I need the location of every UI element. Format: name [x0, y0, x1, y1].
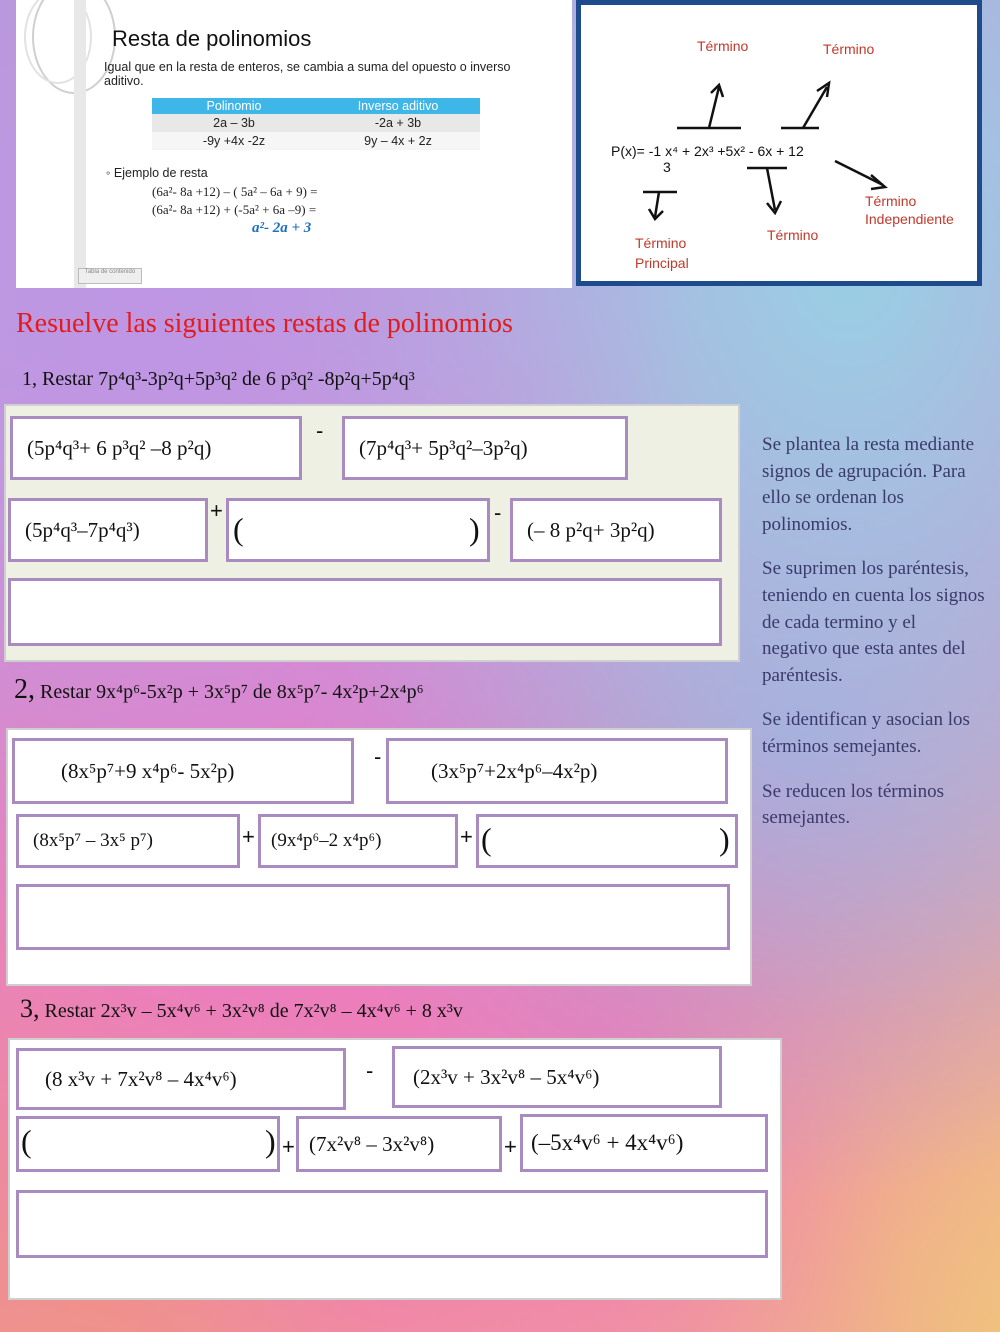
exercise-3-answer-input[interactable]	[16, 1116, 280, 1172]
table-header: Inverso aditivo	[316, 98, 480, 114]
open-paren: (	[233, 511, 244, 547]
label-line: Término	[865, 193, 917, 209]
label-line: Independiente	[865, 211, 954, 227]
label-termino-independiente	[865, 193, 954, 227]
fraction-denominator: 3	[663, 159, 671, 175]
table-cell: 2a – 3b	[152, 114, 316, 132]
inverse-table	[152, 98, 480, 150]
plus-sign: +	[282, 1134, 295, 1159]
exercise-3-box-subtrahend: (2x³v + 3x²v⁸ – 5x⁴v⁶)	[392, 1046, 722, 1108]
label-line: Término	[635, 235, 687, 251]
exercise-2-box-grouped: (8x⁵p⁷ – 3x⁵ p⁷)	[16, 814, 240, 868]
open-paren: (	[481, 821, 492, 857]
exercise-number: 3,	[20, 994, 40, 1023]
table-cell: 9y – 4x + 2z	[316, 132, 480, 150]
exercise-3-heading	[20, 994, 463, 1024]
label-termino: Término	[767, 227, 819, 243]
exercise-3-box-grouped: (7x²v⁸ – 3x²v⁸)	[296, 1116, 502, 1172]
close-paren: )	[469, 511, 480, 547]
example-line: (6a²- 8a +12) – ( 5a² – 6a + 9) =	[152, 184, 318, 199]
table-header: Polinomio	[152, 98, 316, 114]
open-paren: (	[21, 1123, 32, 1159]
slide-title: Resta de polinomios	[112, 26, 312, 51]
side-note: Se identifican y asocian los términos semejantes.	[762, 709, 970, 757]
label-line: Principal	[635, 255, 689, 271]
label-termino-principal	[635, 235, 689, 271]
plus-sign: +	[460, 824, 473, 849]
page-title: Resuelve las siguientes restas de polinomios	[16, 308, 513, 339]
exercise-1-box-minuend: (5p⁴q³+ 6 p³q² –8 p²q)	[10, 416, 302, 480]
exercise-number: 2,	[14, 674, 35, 705]
exercise-2-result-input[interactable]	[16, 884, 730, 950]
exercise-2-heading	[14, 674, 424, 706]
exercise-2-box-minuend: (8x⁵p⁷+9 x⁴p⁶- 5x²p)	[12, 738, 354, 804]
side-note: Se plantea la resta mediante signos de agrupación. Para ello se ordenan los polinomios.	[762, 434, 975, 535]
exercise-3-panel	[8, 1038, 782, 1300]
slide-resta-polinomios	[16, 0, 572, 288]
decorative-bar	[74, 0, 86, 288]
example-line: (6a²- 8a +12) + (-5a² + 6a –9) =	[152, 202, 317, 217]
exercise-3-result-input[interactable]	[16, 1190, 768, 1258]
exercise-1-answer-input[interactable]	[226, 498, 490, 562]
slide-intro: Igual que en la resta de enteros, se cambia a suma del opuesto o inverso aditivo.	[104, 60, 511, 88]
exercise-1-heading: 1, Restar 7p⁴q³-3p²q+5p³q² de 6 p³q² -8p²q+5p⁴q³	[22, 368, 415, 390]
minus-sign: -	[366, 1058, 374, 1083]
table-row	[152, 114, 480, 132]
exercise-3-box-minuend: (8 x³v + 7x²v⁸ – 4x⁴v⁶)	[16, 1048, 346, 1110]
exercise-3-box-grouped: (–5x⁴v⁶ + 4x⁴v⁶)	[520, 1114, 768, 1172]
table-cell: -2a + 3b	[316, 114, 480, 132]
slide-polynomial-terms	[576, 0, 982, 286]
toc-button[interactable]: Tabla de contenido	[78, 268, 142, 284]
label-termino: Término	[697, 38, 749, 54]
example-label: ◦ Ejemplo de resta	[106, 166, 208, 180]
exercise-text: Restar 9x⁴p⁶-5x²p + 3x⁵p⁷ de 8x⁵p⁷- 4x²p+2x⁴p⁶	[40, 681, 424, 703]
side-notes	[762, 432, 986, 850]
side-note: Se suprimen los paréntesis, teniendo en cuenta los signos de cada termino y el negativo que esta antes del paréntesis.	[762, 558, 985, 686]
close-paren: )	[265, 1123, 276, 1159]
exercise-1-result-input[interactable]	[8, 578, 722, 646]
polynomial-expression: P(x)= -1 x⁴ + 2x³ +5x² - 6x + 12	[611, 143, 804, 159]
exercise-text: Restar 2x³v – 5x⁴v⁶ + 3x²v⁸ de 7x²v⁸ – 4x⁴v⁶ + 8 x³v	[44, 1000, 463, 1022]
exercise-1-box-subtrahend: (7p⁴q³+ 5p³q²–3p²q)	[342, 416, 628, 480]
minus-sign: -	[374, 744, 382, 769]
exercise-2-box-grouped: (9x⁴p⁶–2 x⁴p⁶)	[258, 814, 458, 868]
minus-sign: -	[494, 500, 502, 525]
plus-sign: +	[242, 824, 255, 849]
example-result: a²- 2a + 3	[252, 220, 312, 236]
slide-canvas	[581, 5, 977, 281]
side-note: Se reducen los términos semejantes.	[762, 780, 945, 829]
close-paren: )	[719, 821, 730, 857]
plus-sign: +	[504, 1134, 517, 1159]
exercise-2-answer-input[interactable]	[476, 814, 738, 868]
plus-sign: +	[210, 498, 223, 523]
exercise-1-box-grouped: (5p⁴q³–7p⁴q³)	[8, 498, 208, 562]
exercise-1-box-grouped: (– 8 p²q+ 3p²q)	[510, 498, 722, 562]
table-row	[152, 132, 480, 150]
minus-sign: -	[316, 418, 324, 443]
exercise-1-panel	[4, 404, 740, 662]
example-label-text: Ejemplo de resta	[113, 166, 208, 180]
exercise-2-box-subtrahend: (3x⁵p⁷+2x⁴p⁶–4x²p)	[386, 738, 728, 804]
exercise-2-panel	[6, 728, 752, 986]
table-cell: -9y +4x -2z	[152, 132, 316, 150]
label-termino: Término	[823, 41, 875, 57]
